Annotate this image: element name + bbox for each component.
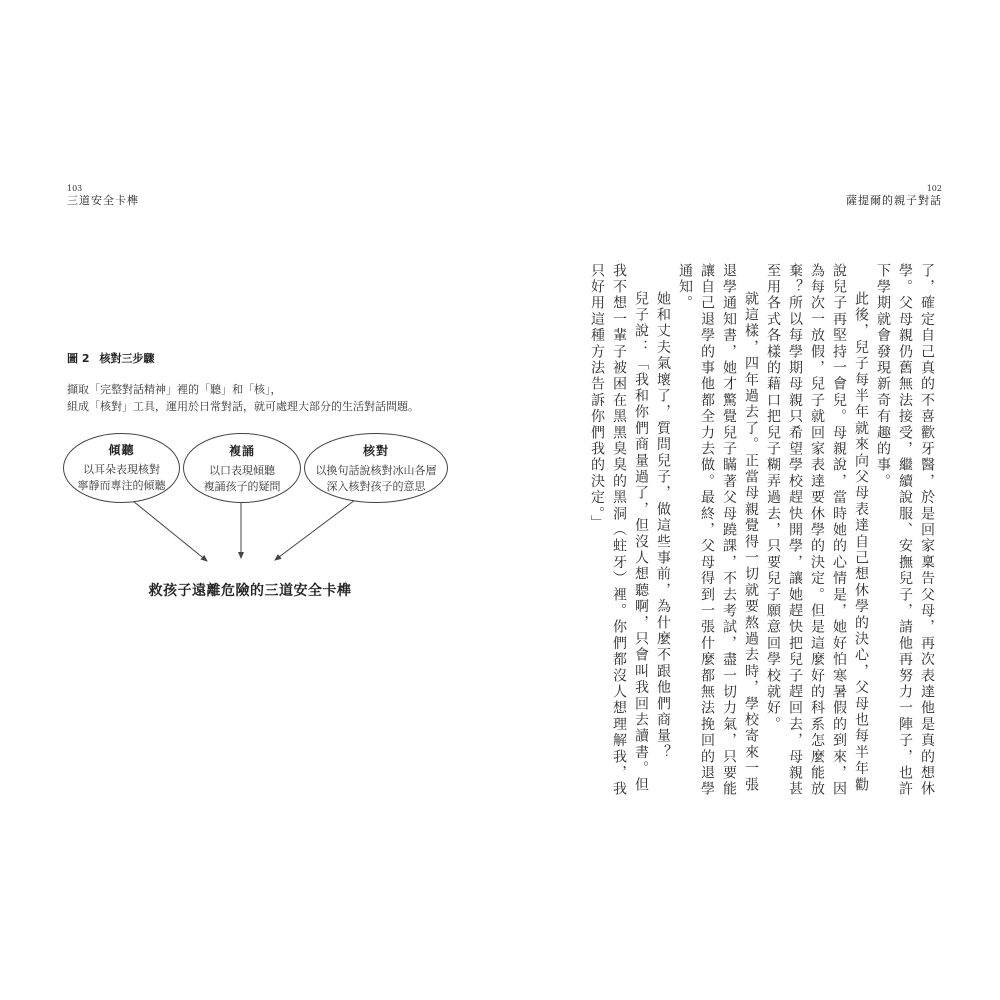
- vertical-body-text: [586, 263, 938, 803]
- paragraph-2: 此後，兒子每半年就來向父母表達自己想休學的決心，父母也每半年勸說兒子再堅持一會兒。母親說，當時她的心情是，她好怕寒暑假的到來，因為每次一放假，兒子就回家表達要休學的決定。但是這麼好的科系怎麼能放棄？所以每學期母親只希望學校趕快開學，讓她趕快把兒子趕回去，母親甚至用各式各樣的藉口把兒子糊弄過去，只要兒子願意回學校就好。: [765, 263, 869, 798]
- bubble-verify: [304, 433, 448, 503]
- bubble-verify-line-2: 深入核對孩子的意思: [326, 480, 426, 493]
- bubble-repeat-line-1: 以口表現傾聽: [209, 464, 275, 477]
- right-running-title: 薩提爾的親子對話: [846, 194, 942, 207]
- paragraph-1: 了，確定自己真的不喜歡牙醫，於是回家稟告父母，再次表達他是真的想休學。父母親仍舊無法接受，繼續說服、安撫兒子，請他再努力一陣子，也許下學期就會發現新奇有趣的事。: [875, 263, 935, 798]
- figure-intro-line-1: 擷取「完整對話精神」裡的「聽」和「核」，: [67, 383, 282, 396]
- left-running-title: 三道安全卡榫: [67, 194, 139, 207]
- bubble-repeat-title: 複誦: [228, 444, 255, 458]
- bubble-listen: [63, 433, 180, 503]
- right-page-header: [846, 184, 942, 208]
- paragraph-3: 就這樣，四年過去了。正當母親覺得一切就要熬過去時，學校寄來一張退學通知書，她才驚覺兒子瞞著父母蹺課，不去考試，盡一切力氣，只要能讓自己退學的事他都全力去做。最終，父母得到一張什麼都無法挽回的退學通知。: [677, 263, 759, 798]
- arrow-right: [275, 497, 359, 560]
- figure-title: 核對三步驟: [99, 352, 155, 365]
- bubble-listen-line-1: 以耳朵表現核對: [83, 463, 160, 476]
- arrow-left: [128, 497, 207, 561]
- figure-intro-line-2: 組成「核對」工具，運用於日常對話，就可處理大部分的生活對話問題。: [67, 400, 419, 413]
- figure-number: 圖 2: [67, 352, 90, 365]
- paragraph-4: 她和丈夫氣壞了，質問兒子，做這些事前，為什麼不跟他們商量？: [655, 291, 671, 761]
- right-page-number: 102: [926, 184, 942, 193]
- bubble-listen-line-2: 寧靜而專注的傾聽: [77, 479, 166, 492]
- bubble-repeat: [183, 433, 301, 503]
- bubble-listen-title: 傾聽: [108, 443, 135, 457]
- bubble-repeat-line-2: 複誦孩子的疑問: [203, 480, 281, 493]
- bubble-verify-line-1: 以換句話說核對冰山各層: [315, 464, 437, 477]
- left-page-number: 103: [67, 184, 83, 193]
- right-page: [500, 0, 1000, 1000]
- figure-conclusion: 救孩子遠離危險的三道安全卡榫: [148, 583, 352, 599]
- bubble-verify-title: 核對: [362, 444, 389, 458]
- paragraph-5: 兒子說：「我和你們商量過了，但沒人想聽啊，只會叫我回去讀書。但我不想一輩子被困在黑黑臭臭的黑洞（蛀牙）裡。你們都沒人想理解我，我只好用這種方法告訴你們我的決定。」: [589, 263, 649, 798]
